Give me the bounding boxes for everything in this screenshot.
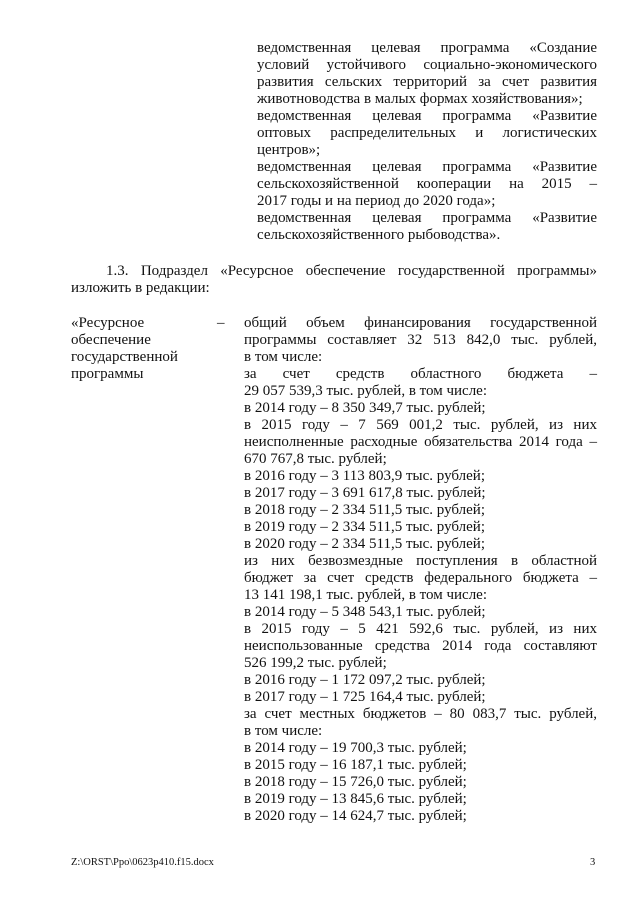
label-line: обеспечение	[71, 332, 151, 348]
top-list-line: центров»;	[257, 142, 321, 158]
label-line: «Ресурсное	[71, 315, 145, 331]
resource-line: за счет местных бюджетов – 80 083,7 тыс. рублей,	[244, 706, 597, 722]
resource-line: в 2016 году – 1 172 097,2 тыс. рублей;	[244, 672, 486, 688]
resource-line: за счет средств областного бюджета –	[244, 366, 597, 382]
top-list-line: развития сельских территорий за счет развития	[257, 74, 597, 90]
footer-file-path: Z:\ORST\Ppo\0623p410.f15.docx	[71, 857, 214, 868]
section-heading: 1.3. Подраздел «Ресурсное обеспечение государственной программы»	[106, 263, 597, 279]
resource-line: в том числе:	[244, 349, 323, 365]
top-list-line: ведомственная целевая программа «Развитие	[257, 159, 597, 175]
resource-line: 13 141 198,1 тыс. рублей, в том числе:	[244, 587, 488, 603]
resource-line: 526 199,2 тыс. рублей;	[244, 655, 387, 671]
top-list-line: условий устойчивого социально-экономического	[257, 57, 597, 73]
resource-line: неиспользованные средства 2014 года составляют	[244, 638, 597, 654]
section-heading-cont: изложить в редакции:	[71, 280, 210, 296]
resource-line: неисполненные расходные обязательства 2014 года –	[244, 434, 597, 450]
label-dash: –	[217, 315, 225, 331]
page-number: 3	[590, 857, 596, 868]
resource-line: в 2015 году – 16 187,1 тыс. рублей;	[244, 757, 467, 773]
resource-line: общий объем финансирования государственной	[244, 315, 597, 331]
label-line: государственной	[71, 349, 178, 365]
resource-line: 29 057 539,3 тыс. рублей, в том числе:	[244, 383, 488, 399]
resource-line: 670 767,8 тыс. рублей;	[244, 451, 387, 467]
resource-line: в том числе:	[244, 723, 323, 739]
resource-line: в 2019 году – 2 334 511,5 тыс. рублей;	[244, 519, 485, 535]
resource-line: в 2017 году – 3 691 617,8 тыс. рублей;	[244, 485, 486, 501]
top-list-line: сельскохозяйственного рыбоводства».	[257, 227, 501, 243]
top-list-line: сельскохозяйственной кооперации на 2015 –	[257, 176, 597, 192]
top-list-line: 2017 годы и на период до 2020 года»;	[257, 193, 496, 209]
resource-line: бюджет за счет средств федерального бюджета –	[244, 570, 597, 586]
resource-line: в 2017 году – 1 725 164,4 тыс. рублей;	[244, 689, 486, 705]
resource-line: в 2014 году – 8 350 349,7 тыс. рублей;	[244, 400, 486, 416]
top-list-line: ведомственная целевая программа «Создание	[257, 40, 597, 56]
resource-line: в 2016 году – 3 113 803,9 тыс. рублей;	[244, 468, 485, 484]
top-list-line: ведомственная целевая программа «Развитие	[257, 108, 597, 124]
resource-line: программы составляет 32 513 842,0 тыс. рублей,	[244, 332, 597, 348]
resource-line: в 2015 году – 5 421 592,6 тыс. рублей, из них	[244, 621, 597, 637]
resource-line: в 2018 году – 15 726,0 тыс. рублей;	[244, 774, 467, 790]
resource-line: в 2014 году – 19 700,3 тыс. рублей;	[244, 740, 467, 756]
label-line: программы	[71, 366, 144, 382]
top-list-line: ведомственная целевая программа «Развитие	[257, 210, 597, 226]
resource-line: в 2015 году – 7 569 001,2 тыс. рублей, из них	[244, 417, 597, 433]
resource-line: в 2020 году – 14 624,7 тыс. рублей;	[244, 808, 467, 824]
resource-line: в 2020 году – 2 334 511,5 тыс. рублей;	[244, 536, 485, 552]
resource-line: в 2018 году – 2 334 511,5 тыс. рублей;	[244, 502, 485, 518]
top-list-line: животноводства в малых формах хозяйствования»;	[257, 91, 583, 107]
top-list-line: оптовых распределительных и логистических	[257, 125, 597, 141]
resource-line: в 2014 году – 5 348 543,1 тыс. рублей;	[244, 604, 486, 620]
resource-line: в 2019 году – 13 845,6 тыс. рублей;	[244, 791, 467, 807]
resource-line: из них безвозмездные поступления в областной	[244, 553, 597, 569]
